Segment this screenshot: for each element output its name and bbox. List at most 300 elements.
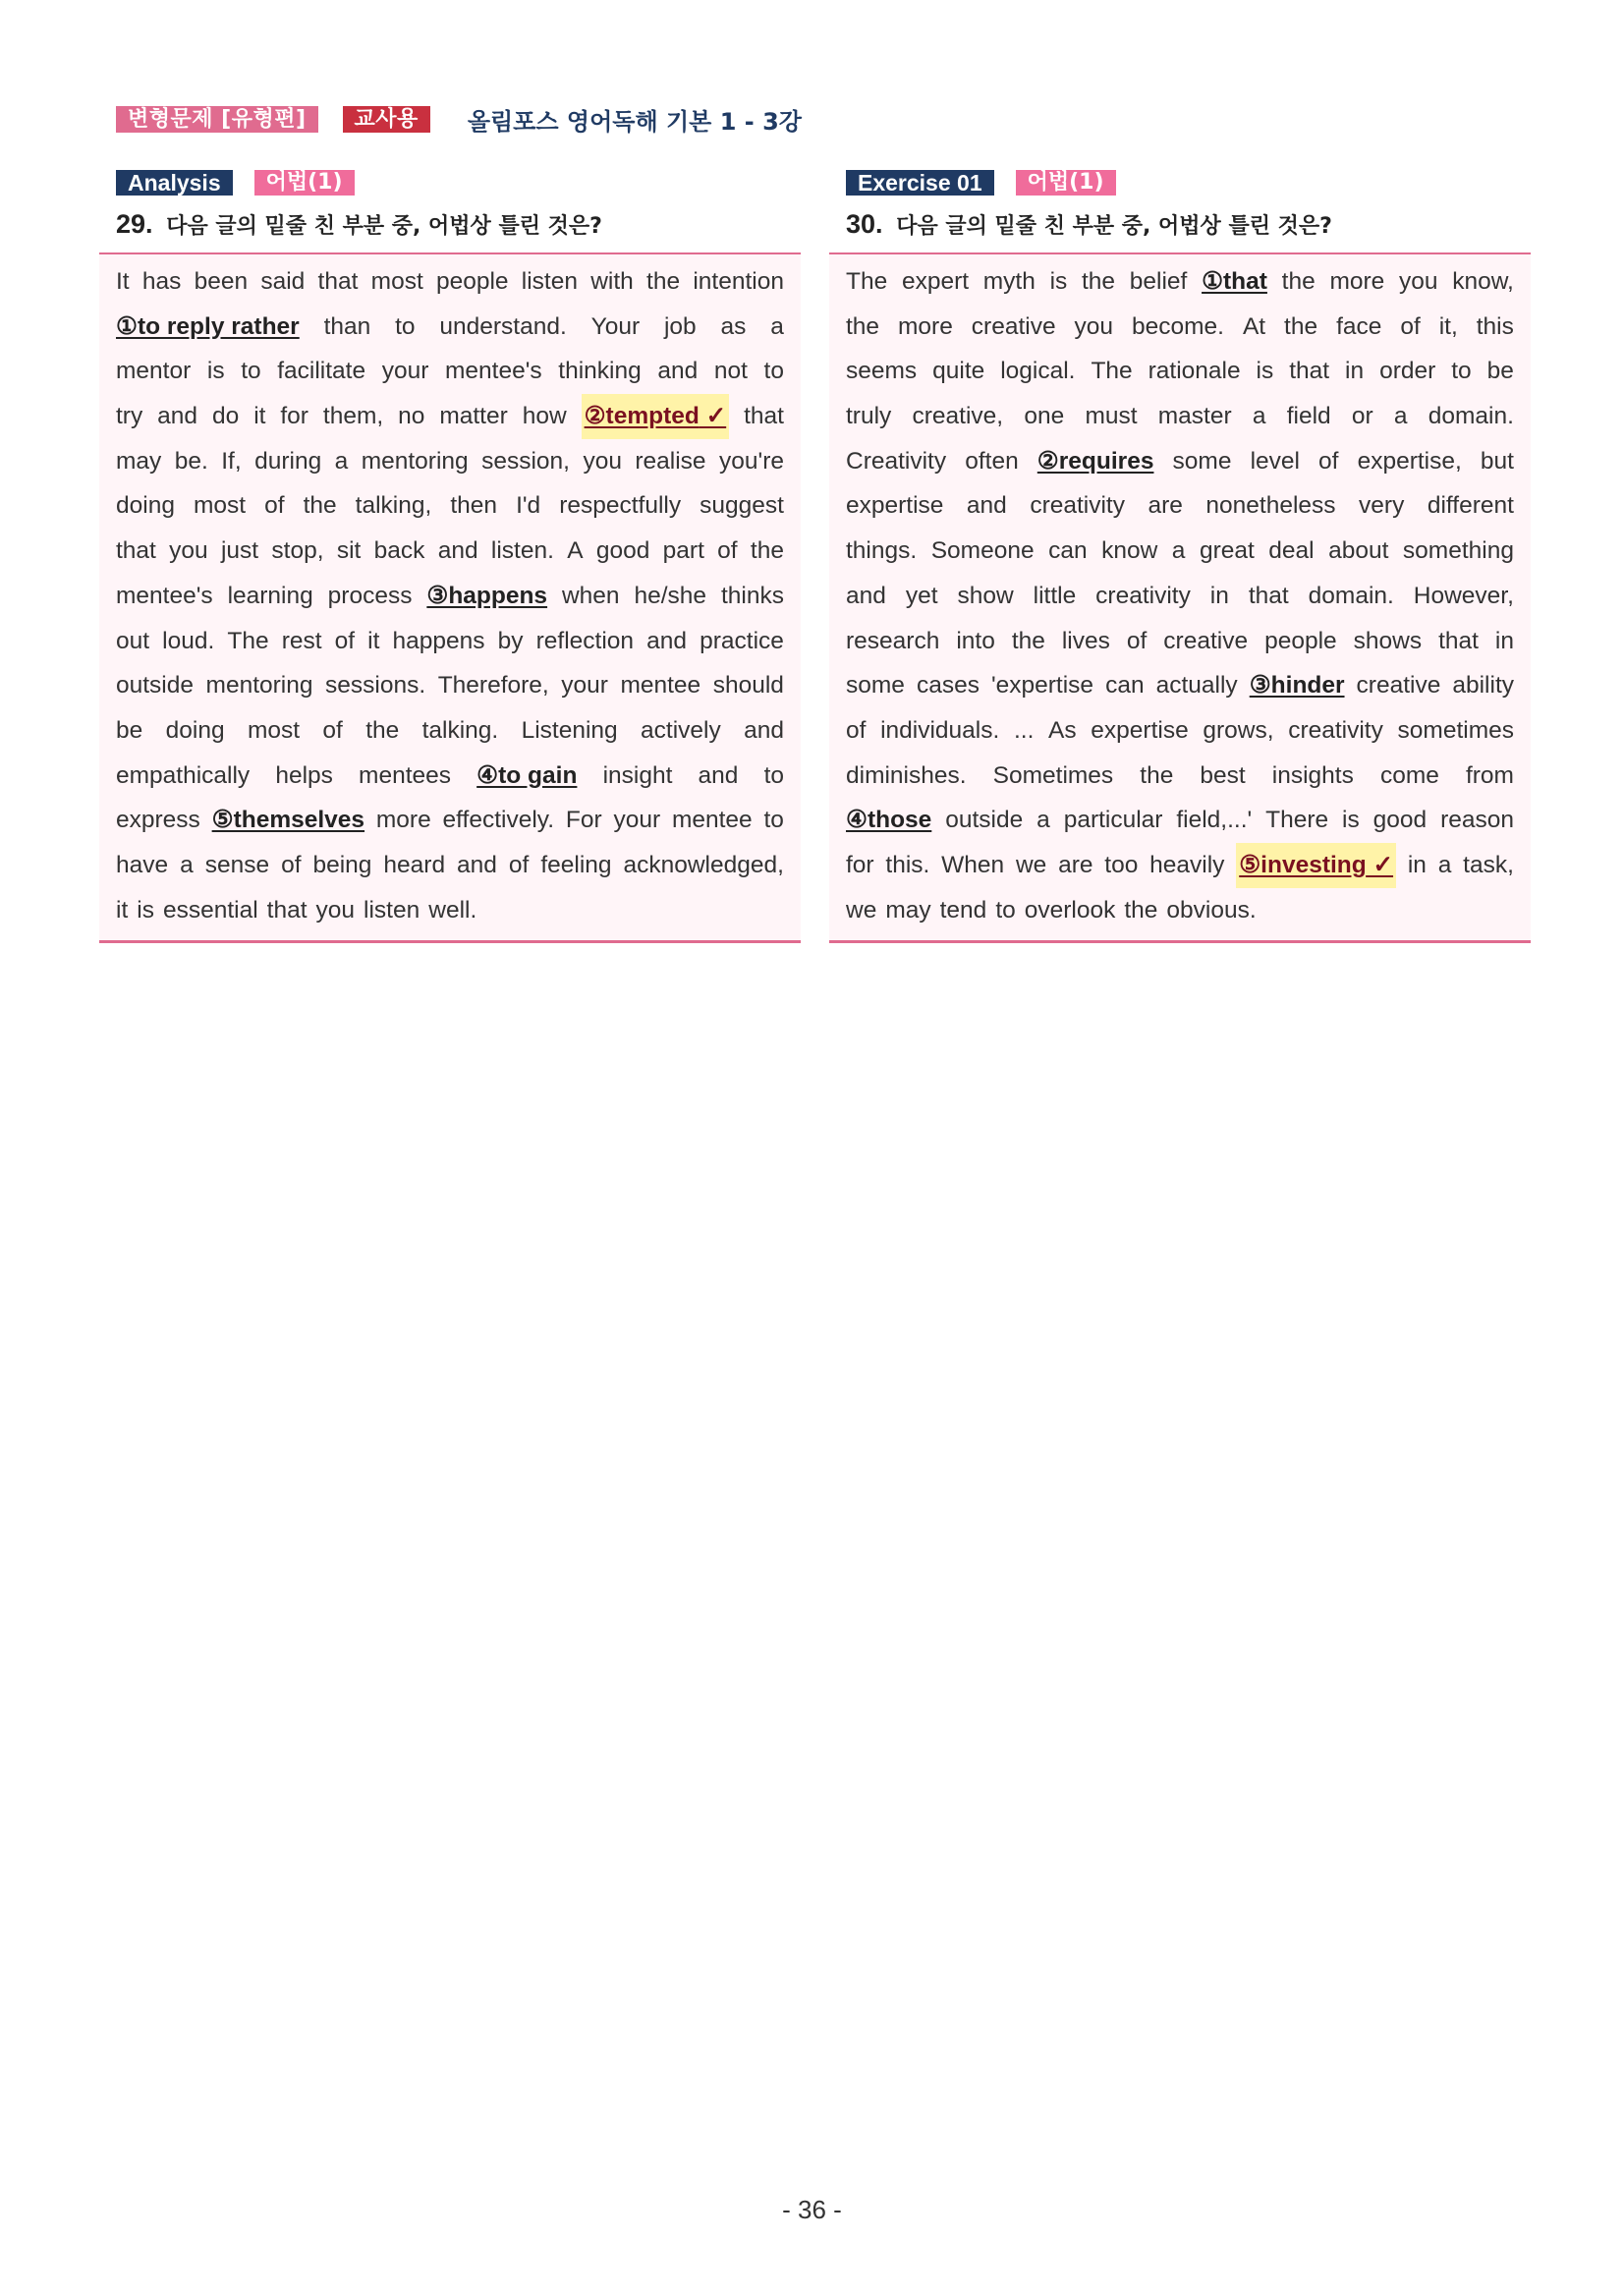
passage-line [846,798,1514,843]
word: actively [641,716,721,744]
word: about [1328,537,1389,565]
word: you're [719,447,784,475]
word: task, [1463,851,1514,878]
word: that [116,537,156,565]
word: come [1379,761,1439,789]
word: when [561,582,620,609]
passage-line [846,349,1514,394]
word: with [590,268,634,295]
underlined-choice [1037,439,1154,484]
word: sometimes [1397,716,1514,744]
passage-line [116,394,784,439]
word: stop, [271,537,324,565]
word: your [613,807,661,834]
word: most [370,268,423,295]
word: and [646,627,688,654]
passage-line [846,888,1514,933]
word: is [206,358,225,385]
word: you [583,447,622,475]
word: can [1048,537,1088,565]
word: the [750,537,784,565]
word: of [281,851,302,878]
word: express [116,807,200,834]
word: are [1058,851,1093,878]
word: in [1345,358,1365,385]
word: to [1451,358,1472,385]
word: grows, [1203,716,1274,744]
word: research [846,627,940,654]
word: and [157,403,198,430]
word: outside [945,807,1024,834]
word: are [1148,492,1183,520]
word: It [116,268,130,295]
word: may [885,896,931,924]
question-prompt [116,207,801,241]
word: mentee [671,807,753,834]
word: we [1015,851,1047,878]
word: been [194,268,249,295]
word: Your [590,312,641,340]
passage-line [116,349,784,394]
word: by [497,627,524,654]
word: that [744,403,784,430]
word: you [1398,268,1438,295]
word: do [211,403,240,430]
passage-box [829,252,1531,943]
word: in [1494,627,1514,654]
word: lives [1061,627,1110,654]
word: empathically [116,761,251,789]
book-title: 올림포스 영어독해 기본 1 - 3강 [467,107,802,136]
word: than [323,312,371,340]
word: out [116,627,150,654]
choice-text: ②tempted [584,403,700,430]
passage-line [846,394,1514,439]
word: things. [846,537,918,565]
word: The [1091,358,1133,385]
analysis-label: Analysis [116,170,233,196]
passage-line [846,619,1514,664]
word: the [846,312,880,340]
category-label: 어법(1) [1016,170,1116,196]
underlined-choice [1250,663,1345,708]
choice-text: ④to gain [476,761,578,789]
word: listen. [490,537,554,565]
word: realise [635,447,706,475]
passage-line [846,439,1514,484]
word: order [1379,358,1436,385]
word: thinks [720,582,784,609]
word: Therefore, [437,672,549,700]
question-number: 29. [116,209,153,239]
word: to [241,358,261,385]
passage-line [116,619,784,664]
word: and [698,761,739,789]
word: the [1140,761,1174,789]
word: of [1318,447,1339,475]
word: more [1329,268,1385,295]
word: There [1265,807,1329,834]
word: respectfully [559,492,682,520]
word: expert [901,268,970,295]
word: particular [1063,807,1163,834]
underlined-choice [476,754,577,799]
word: you [1074,312,1114,340]
word: a [180,851,194,878]
word: suggest [700,492,784,520]
word: creativity [1095,582,1191,609]
word: but [1480,447,1514,475]
choice-text: ①to reply rather [116,312,300,340]
word: people [1264,627,1337,654]
word: expertise [846,492,944,520]
word: logical. [1000,358,1076,385]
word: acknowledged, [623,851,784,878]
word: Listening [521,716,618,744]
passage-line [116,663,784,708]
word: that [266,896,308,924]
word: diminishes. [846,761,967,789]
word: seems [846,358,918,385]
question-labels [846,169,1531,196]
word: be [1486,358,1514,385]
word: too [1104,851,1139,878]
passage-line [116,529,784,574]
word: being [312,851,372,878]
page-number: - 36 - [782,2195,842,2224]
word: know [1101,537,1158,565]
word: deal [1268,537,1315,565]
word: your [561,672,608,700]
word: talking. [421,716,499,744]
passage-line [116,708,784,754]
word: the [303,492,337,520]
word: people [435,268,509,295]
passage-line [116,888,784,933]
word: it, [1438,312,1458,340]
word: said [260,268,306,295]
word: rationale [1148,358,1241,385]
word: in [1407,851,1427,878]
word: from [1465,761,1514,789]
word: best [1200,761,1246,789]
answer-choice [582,394,730,439]
word: as [720,312,747,340]
word: master [1157,403,1232,430]
word: different [1427,492,1514,520]
word: is [137,896,154,924]
passage-line [846,708,1514,754]
word: have [116,851,169,878]
word: you [315,896,356,924]
word: sense [204,851,270,878]
question-number: 30. [846,209,883,239]
word: happens [392,627,485,654]
word: individuals. [880,716,1000,744]
word: At [1242,312,1266,340]
word: of [846,716,867,744]
word: we [846,896,877,924]
word: creativity [1288,716,1383,744]
word: However, [1413,582,1514,609]
question-text: 다음 글의 밑줄 친 부분 중, 어법상 틀린 것은? [896,214,1332,239]
word: insights [1271,761,1354,789]
word: A [567,537,584,565]
word: truly [846,403,892,430]
passage-line [116,843,784,888]
word: show [957,582,1014,609]
word: a [1036,807,1050,834]
passage-line [116,305,784,350]
word: and [657,358,699,385]
check-mark-icon: ✓ [1366,851,1394,878]
word: a [770,312,784,340]
word: mentoring [361,447,469,475]
word: outside [116,672,195,700]
word: listen [521,268,578,295]
word: may [116,447,162,475]
word: is [1342,807,1360,834]
word: for [846,851,874,878]
word: domain. [1428,403,1514,430]
word: during [254,447,322,475]
word: mentees [359,761,452,789]
word: and [437,537,478,565]
teacher-edition-tag: 교사용 [343,106,430,133]
word: be. [174,447,208,475]
word: reason [1440,807,1514,834]
word: that [1289,358,1330,385]
passage-line [116,574,784,619]
word: mentee's [445,358,542,385]
passage-line [846,483,1514,529]
choice-text: ①that [1202,268,1267,295]
check-mark-icon: ✓ [699,403,727,430]
word: mentor [116,358,192,385]
word: should [712,672,784,700]
word: creative [1356,672,1441,700]
word: little [1033,582,1077,609]
choice-text: ②requires [1036,447,1154,475]
word: then [450,492,498,520]
word: overlook [1024,896,1116,924]
answer-choice [1236,843,1396,888]
word: field,...' [1176,807,1253,834]
word: of [264,492,285,520]
word: Creativity [846,447,947,475]
word: something [1402,537,1514,565]
passage-line [116,439,784,484]
underlined-choice [846,798,931,843]
word: obvious. [1166,896,1257,924]
word: must [1085,403,1138,430]
word: a [1252,403,1266,430]
word: of [334,627,356,654]
word: session, [481,447,570,475]
question-text: 다음 글의 밑줄 친 부분 중, 어법상 틀린 것은? [166,214,602,239]
word: in [1209,582,1229,609]
word: As [1048,716,1077,744]
word: is [1256,358,1274,385]
word: for [280,403,308,430]
word: belief [1129,268,1188,295]
word: the [1124,896,1158,924]
word: yet [905,582,938,609]
word: a [1437,851,1452,878]
problem-type-tag: 변형문제 [유형편] [116,106,318,133]
word: a [334,447,349,475]
word: and [966,492,1007,520]
word: The [846,268,888,295]
word: very [1359,492,1405,520]
word: be [116,716,143,744]
word: creative [971,312,1056,340]
choice-text: ③happens [426,582,548,609]
word: loud. [162,627,215,654]
word: facilitate [277,358,366,385]
choice-text: ④those [846,807,932,834]
word: cases [916,672,980,700]
word: often [965,447,1019,475]
word: Sometimes [992,761,1114,789]
word: more [375,807,431,834]
word: doing [116,492,175,520]
word: that [1438,627,1479,654]
choice-text: ⑤themselves [211,807,365,834]
word: shows [1353,627,1423,654]
passage-line [116,754,784,799]
word: this [1476,312,1514,340]
word: When [941,851,1005,878]
word: some [1172,447,1232,475]
passage-line [846,259,1514,305]
word: actually [1155,672,1238,700]
passage-line [116,259,784,305]
word: back [373,537,425,565]
word: to [763,358,784,385]
passage-line [846,574,1514,619]
word: expertise [1091,716,1189,744]
word: and [846,582,886,609]
word: of [717,537,738,565]
passage-box [99,252,801,943]
word: good [595,537,650,565]
word: well. [428,896,477,924]
question-29-column [99,169,801,943]
word: part [662,537,704,565]
word: of [1126,627,1148,654]
word: the [365,716,400,744]
passage-line [846,529,1514,574]
word: more [898,312,953,340]
word: to [763,761,784,789]
word: 'expertise [990,672,1094,700]
word: or [1351,403,1373,430]
underlined-choice [212,798,364,843]
word: most [247,716,301,744]
word: insight [602,761,673,789]
word: process [327,582,413,609]
word: I'd [516,492,541,520]
passage-line [116,483,784,529]
word: of [508,851,530,878]
word: domain. [1308,582,1394,609]
word: If, [221,447,242,475]
word: to [763,807,784,834]
word: not [713,358,748,385]
word: tend [939,896,987,924]
exercise-label: Exercise 01 [846,170,994,196]
word: heavily [1149,851,1225,878]
word: a [1171,537,1186,565]
choice-text: ⑤investing [1239,851,1367,878]
word: job [663,312,697,340]
word: become. [1132,312,1224,340]
word: creativity [1030,492,1125,520]
word: a [1393,403,1408,430]
word: that [317,268,359,295]
word: mentee's [116,582,213,609]
word: Someone [930,537,1035,565]
word: creative [1163,627,1249,654]
word: it [367,627,380,654]
word: and [744,716,784,744]
word: know, [1452,268,1514,295]
word: the [1011,627,1045,654]
word: thinking [558,358,642,385]
word: and [457,851,497,878]
word: expertise, [1357,447,1462,475]
word: myth [982,268,1036,295]
choice-text: ③hinder [1249,672,1345,700]
word: For [565,807,602,834]
word: great [1199,537,1255,565]
word: them, [322,403,384,430]
word: mentoring [205,672,313,700]
word: quite [932,358,985,385]
word: effectively. [442,807,555,834]
word: into [956,627,995,654]
word: it [116,896,129,924]
word: The [227,627,269,654]
word: level [1250,447,1300,475]
word: doing [165,716,225,744]
word: essential [162,896,258,924]
word: is [1049,268,1068,295]
question-prompt [846,207,1531,241]
word: how [522,403,567,430]
word: it [253,403,266,430]
word: one [1024,403,1065,430]
word: to [395,312,416,340]
word: that [1248,582,1289,609]
word: the [1281,268,1316,295]
category-label: 어법(1) [254,170,355,196]
word: you [169,537,208,565]
word: try [116,403,143,430]
word: mentee [620,672,701,700]
word: reflection [535,627,635,654]
word: the [646,268,681,295]
word: your [381,358,429,385]
word: he/she [634,582,707,609]
passage-line [846,305,1514,350]
word: intention [693,268,784,295]
question-30-column [829,169,1531,943]
page-header [116,104,802,134]
word: ... [1013,716,1035,744]
word: helps [275,761,333,789]
